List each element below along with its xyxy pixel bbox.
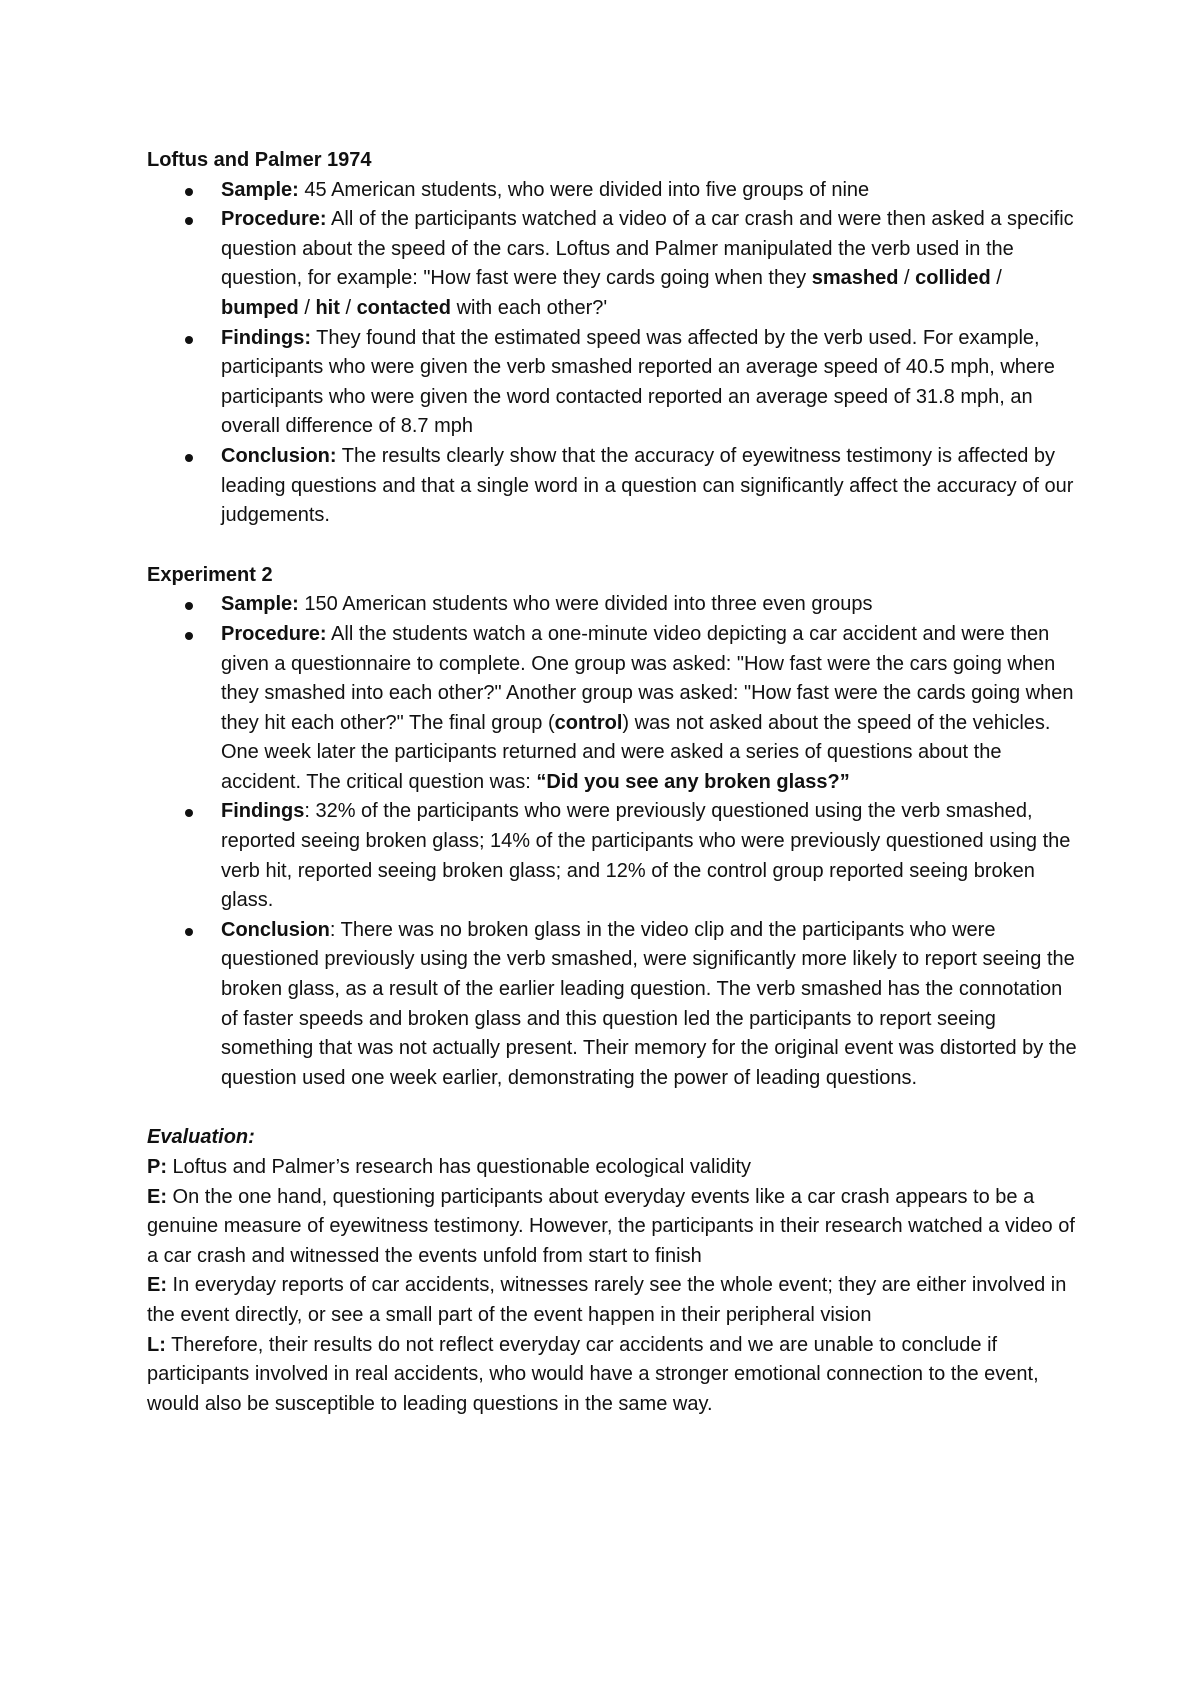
bullet-icon xyxy=(185,602,193,610)
item-label: Findings xyxy=(221,800,305,823)
bullet-icon xyxy=(185,188,193,196)
verb-hit: hit xyxy=(315,296,340,319)
point-text: Therefore, their results do not reflect everyday car accidents and we are unable to conclude if participants involved in real accidents, who would have a stronger emotional connection to the event, would also be susceptible to leading questions in the same way. xyxy=(147,1333,1039,1415)
evaluation-explanation xyxy=(147,1271,1077,1330)
point-label: E: xyxy=(147,1185,167,1208)
list-item-findings xyxy=(221,324,1077,442)
list-item-findings xyxy=(221,797,1077,915)
bullet-icon xyxy=(185,632,193,640)
list-item-procedure xyxy=(221,205,1077,323)
bullet-icon xyxy=(185,336,193,344)
section1-list xyxy=(147,176,1077,531)
list-item-sample xyxy=(221,590,1077,620)
verb-bumped: bumped xyxy=(221,296,299,319)
section2-list xyxy=(147,590,1077,1093)
spacer xyxy=(147,1093,1077,1123)
item-label: Conclusion: xyxy=(221,444,337,467)
item-text: All of the participants watched a video of a car crash and were then asked a specific question about the speed of the cars. Loftus and Palmer manipulated the verb used in the question, for example: "How fast were they cards going when they xyxy=(221,208,1074,290)
item-label: Findings: xyxy=(221,326,311,349)
verb-separator: / xyxy=(339,296,357,319)
point-label: P: xyxy=(147,1156,167,1178)
evaluation-point xyxy=(147,1153,1077,1183)
item-label: Procedure: xyxy=(221,208,327,231)
item-text: ) was not asked about the speed of the vehicles. One week later the participants returned and were asked a series of questions about the accident. The critical question was: xyxy=(221,711,1051,793)
item-label: Conclusion xyxy=(221,918,330,941)
item-text: : 32% of the participants who were previously questioned using the verb smashed, reported seeing broken glass; 14% of the participants who were previously questioned using the verb hit, reported seeing broken glass; and 12% of the control group reported seeing broken glass. xyxy=(221,800,1071,912)
item-label: Sample: xyxy=(221,593,299,616)
verb-contacted: contacted xyxy=(356,296,452,319)
point-label: E: xyxy=(147,1274,167,1297)
item-text: All the students watch a one-minute video depicting a car accident and were then given a questionnaire to complete. One group was asked: "How fast were the cars going when they smashed into each other?" Another group was asked: "How fast were the cards going when they hit each other?" The final group ( xyxy=(221,622,1074,734)
item-label: Sample: xyxy=(221,178,299,201)
bullet-icon xyxy=(185,809,193,817)
spacer xyxy=(147,531,1077,561)
bullet-icon xyxy=(185,454,193,462)
item-label: Procedure: xyxy=(221,622,327,645)
item-text: The results clearly show that the accuracy of eyewitness testimony is affected by leading questions and that a single word in a question can significantly affect the accuracy of our judgements. xyxy=(221,444,1074,527)
item-text: They found that the estimated speed was affected by the verb used. For example, participants who were given the verb smashed reported an average speed of 40.5 mph, where participants who were given the word contacted reported an average speed of 31.8 mph, an overall difference of 8.7 mph xyxy=(221,326,1055,438)
evaluation-title: Evaluation: xyxy=(147,1126,255,1149)
section2-heading: Experiment 2 xyxy=(147,563,273,586)
verb-smashed: smashed xyxy=(811,267,899,290)
evaluation-link xyxy=(147,1331,1077,1420)
item-text: 45 American students, who were divided into five groups of nine xyxy=(298,178,870,201)
list-item-conclusion xyxy=(221,442,1077,531)
verb-separator: / xyxy=(898,267,916,290)
list-item-sample xyxy=(221,176,1077,206)
critical-question: “Did you see any broken glass?” xyxy=(536,770,850,793)
point-text: On the one hand, questioning participants about everyday events like a car crash appears to be a genuine measure of eyewitness testimony. However, the participants in their research watched a video of a car crash and witnessed the events unfold from start to finish xyxy=(147,1185,1075,1267)
verb-separator: / xyxy=(990,267,1002,290)
evaluation-evidence xyxy=(147,1183,1077,1272)
control-term: control xyxy=(554,711,623,734)
list-item-procedure xyxy=(221,620,1077,798)
list-item-conclusion xyxy=(221,916,1077,1094)
item-text: : There was no broken glass in the video clip and the participants who were questioned previously using the verb smashed, were significantly more likely to report seeing the broken glass, as a result of the earlier leading question. The verb smashed has the connotation of faster speeds and broken glass and this question led the participants to report seeing something that was not actually present. Their memory for the original event was distorted by the question used one week earlier, demonstrating the power of leading questions. xyxy=(221,918,1077,1089)
point-text: Loftus and Palmer’s research has questionable ecological validity xyxy=(167,1156,752,1178)
bullet-icon xyxy=(185,217,193,225)
bullet-icon xyxy=(185,928,193,936)
verb-collided: collided xyxy=(915,267,991,290)
point-label: L: xyxy=(147,1333,166,1356)
item-text: 150 American students who were divided into three even groups xyxy=(298,593,873,616)
verb-separator: / xyxy=(298,296,316,319)
section1-heading: Loftus and Palmer 1974 xyxy=(147,149,372,171)
document-body xyxy=(147,146,1077,1419)
point-text: In everyday reports of car accidents, witnesses rarely see the whole event; they are either involved in the event directly, or see a small part of the event happen in their peripheral vision xyxy=(147,1274,1067,1326)
item-text: with each other?' xyxy=(451,296,608,319)
